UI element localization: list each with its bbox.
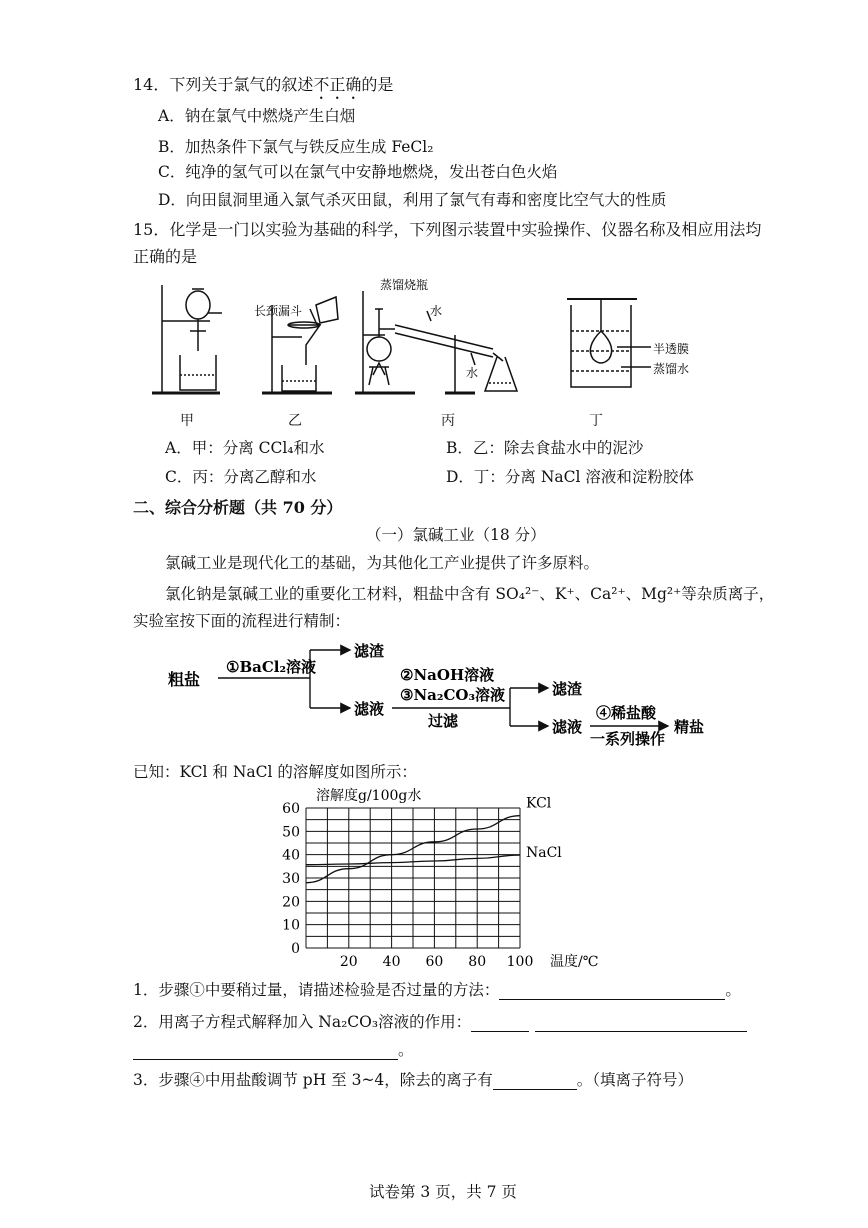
solubility-chart	[270, 784, 610, 974]
label-water-out: 水	[466, 366, 479, 380]
y-tick-label: 30	[282, 871, 300, 887]
y-tick-label: 10	[282, 917, 300, 934]
question-3-blank[interactable]	[493, 1073, 577, 1090]
series-label-kcl: KCl	[526, 795, 552, 812]
label-long-funnel: 长颈漏斗	[254, 304, 303, 318]
flow-step2: ②NaOH溶液	[400, 666, 495, 684]
figure-name-yi: 乙	[288, 413, 302, 429]
figure-name-bing: 丙	[441, 413, 455, 429]
y-tick-label: 20	[282, 894, 300, 911]
apparatus-ding	[567, 299, 651, 387]
flow-step3: ③Na₂CO₃溶液	[400, 686, 506, 704]
q14-option-c: C．纯净的氢气可以在氯气中安静地燃烧，发出苍白色火焰	[158, 163, 558, 181]
apparatus-figures	[150, 275, 710, 405]
x-tick-label: 80	[468, 954, 487, 970]
x-axis-label: 温度/℃	[550, 954, 599, 970]
section-title: 二、综合分析题（共 70 分）	[133, 498, 343, 517]
q15-option-d: D．丁：分离 NaCl 溶液和淀粉胶体	[446, 468, 694, 486]
question-2-blank-a[interactable]	[471, 1015, 529, 1032]
question-1-end: 。	[725, 981, 741, 999]
known-text: 已知：KCl 和 NaCl 的溶解度如图所示：	[133, 763, 417, 781]
question-3-text: 3．步骤④中用盐酸调节 pH 至 3~4，除去的离子有	[133, 1071, 493, 1089]
q15-stem-line1: 15．化学是一门以实验为基础的科学，下列图示装置中实验操作、仪器名称及相应用法均	[133, 220, 762, 239]
q15-option-a: A．甲：分离 CCl₄和水	[165, 439, 325, 457]
flow-filter: 过滤	[428, 712, 459, 730]
section-para2-line2: 实验室按下面的流程进行精制：	[133, 612, 351, 630]
question-2-blank-b[interactable]	[535, 1015, 747, 1032]
apparatus-jia	[152, 285, 222, 393]
figure-name-ding: 丁	[589, 413, 603, 429]
q14-option-b: B．加热条件下氯气与铁反应生成 FeCl₂	[158, 138, 434, 156]
x-tick-label: 60	[425, 954, 444, 970]
question-2-cont	[133, 1038, 414, 1060]
figure-name-jia: 甲	[180, 413, 194, 429]
question-2-blank-c[interactable]	[133, 1043, 398, 1060]
page-footer: 试卷第 3 页，共 7 页	[369, 1183, 517, 1201]
flow-refined-salt: 精盐	[674, 718, 705, 736]
flow-crude-salt: 粗盐	[168, 670, 201, 689]
section-subtitle: （一）氯碱工业（18 分）	[366, 526, 546, 544]
q14-option-a: A．钠在氯气中燃烧产生白烟	[158, 107, 356, 125]
q15-option-b: B．乙：除去食盐水中的泥沙	[446, 439, 644, 457]
y-tick-label: 60	[282, 801, 300, 817]
q14-option-d: D．向田鼠洞里通入氯气杀灭田鼠，利用了氯气有毒和密度比空气大的性质	[158, 191, 667, 209]
flow-filtrate2: 滤液	[552, 718, 583, 736]
q14-stem-pre: 14．下列关于氯气的叙述	[133, 75, 314, 94]
y-tick-label: 0	[291, 941, 300, 957]
q14-stem-post: 的是	[361, 75, 394, 94]
x-tick-label: 20	[339, 954, 358, 970]
flow-residue2: 滤渣	[552, 680, 583, 698]
question-3-end: 。（填离子符号）	[576, 1071, 694, 1089]
x-tick-label: 100	[506, 954, 534, 970]
flow-residue1: 滤渣	[354, 642, 385, 660]
q15-stem-line2: 正确的是	[133, 247, 198, 266]
question-2	[133, 1010, 747, 1032]
y-tick-label: 50	[282, 824, 300, 841]
question-1	[133, 978, 741, 1000]
question-1-text: 1．步骤①中要稍过量，请描述检验是否过量的方法：	[133, 981, 500, 999]
q14-stem	[133, 72, 393, 103]
flow-series-ops: 一系列操作	[590, 730, 666, 748]
label-distill-flask: 蒸馏烧瓶	[380, 278, 429, 292]
question-1-blank[interactable]	[499, 983, 725, 1000]
q15-option-c: C．丙：分离乙醇和水	[165, 468, 317, 486]
y-tick-label: 40	[282, 847, 300, 864]
label-membrane: 半透膜	[653, 342, 690, 356]
question-3	[133, 1068, 693, 1090]
flow-filtrate1: 滤液	[354, 700, 385, 718]
question-2-end: 。	[398, 1041, 414, 1059]
section-para1: 氯碱工业是现代化工的基础，为其他化工产业提供了许多原料。	[165, 554, 600, 572]
label-water-in: 水	[430, 304, 443, 318]
flow-step4: ④稀盐酸	[596, 704, 657, 722]
q14-stem-emphasis: 不正确	[313, 75, 362, 94]
series-label-nacl: NaCl	[526, 845, 562, 862]
label-distilled-water: 蒸馏水	[653, 362, 690, 376]
section-para2-line1: 氯化钠是氯碱工业的重要化工材料，粗盐中含有 SO₄²⁻、K⁺、Ca²⁺、Mg²⁺等杂质离子，	[165, 585, 775, 603]
flow-step1: ①BaCl₂溶液	[226, 658, 317, 676]
x-tick-label: 40	[382, 954, 401, 970]
question-2-text: 2．用离子方程式解释加入 Na₂CO₃溶液的作用：	[133, 1013, 472, 1031]
y-axis-label: 溶解度g/100g水	[316, 788, 422, 804]
flow-diagram	[160, 638, 720, 750]
